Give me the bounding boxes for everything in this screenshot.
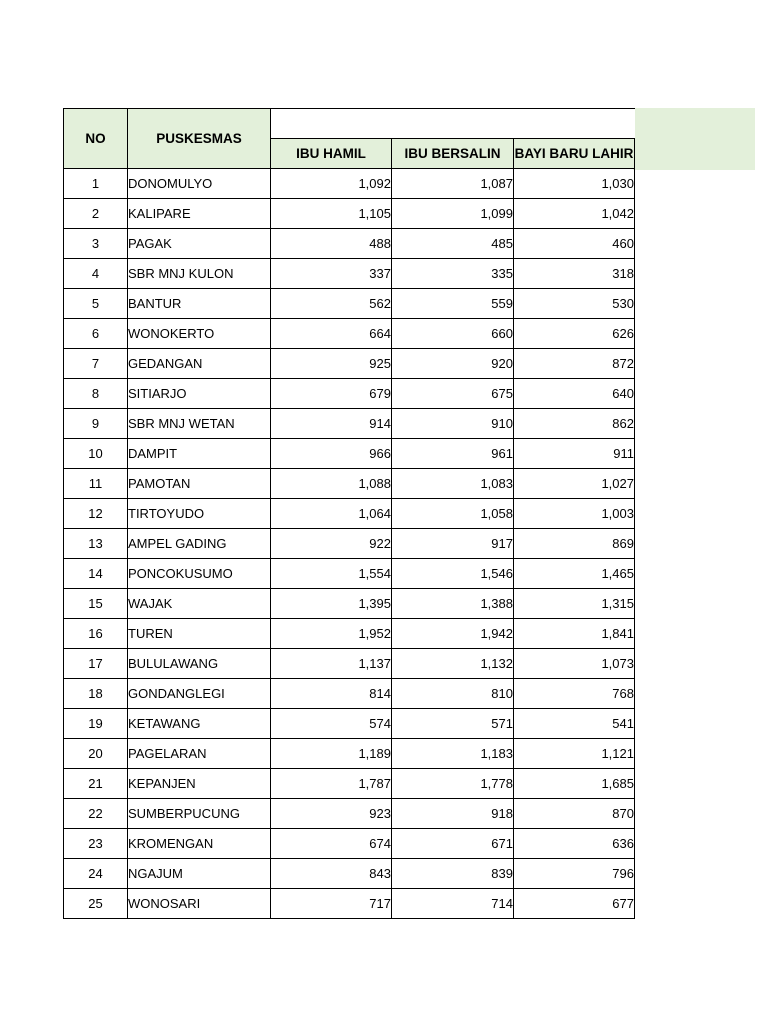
cell-ibu-hamil[interactable]: 664 [271,319,392,349]
cell-puskesmas[interactable]: PAMOTAN [128,469,271,499]
cell-puskesmas[interactable]: PONCOKUSUMO [128,559,271,589]
cell-ibu-bersalin[interactable]: 961 [392,439,514,469]
cell-puskesmas[interactable]: NGAJUM [128,859,271,889]
cell-bayi-baru-lahir[interactable]: 460 [514,229,635,259]
column-header-no[interactable]: NO [64,109,128,169]
table-row [64,739,635,769]
table-row [64,319,635,349]
header-row-top [64,109,635,139]
cell-ibu-hamil[interactable]: 337 [271,259,392,289]
cell-ibu-hamil[interactable]: 1,137 [271,649,392,679]
cell-bayi-baru-lahir[interactable]: 1,030 [514,169,635,199]
table-row [64,619,635,649]
table-row [64,649,635,679]
cell-puskesmas[interactable]: DONOMULYO [128,169,271,199]
cell-ibu-bersalin[interactable]: 1,087 [392,169,514,199]
cell-bayi-baru-lahir[interactable]: 1,315 [514,589,635,619]
table-row [64,709,635,739]
cell-no[interactable]: 16 [64,619,128,649]
table-body [64,169,635,919]
cell-ibu-hamil[interactable]: 679 [271,379,392,409]
cell-no[interactable]: 9 [64,409,128,439]
cell-bayi-baru-lahir[interactable]: 636 [514,829,635,859]
column-group-header[interactable] [271,109,635,139]
cell-ibu-hamil[interactable]: 814 [271,679,392,709]
cell-ibu-bersalin[interactable]: 1,132 [392,649,514,679]
table-row [64,529,635,559]
cell-no[interactable]: 15 [64,589,128,619]
cell-no[interactable]: 11 [64,469,128,499]
cell-no[interactable]: 20 [64,739,128,769]
cell-no[interactable]: 22 [64,799,128,829]
table-row [64,169,635,199]
cell-bayi-baru-lahir[interactable]: 1,073 [514,649,635,679]
cell-no[interactable]: 6 [64,319,128,349]
cell-no[interactable]: 13 [64,529,128,559]
cell-ibu-bersalin[interactable]: 1,183 [392,739,514,769]
cell-puskesmas[interactable]: BULULAWANG [128,649,271,679]
cell-puskesmas[interactable]: GONDANGLEGI [128,679,271,709]
cell-no[interactable]: 14 [64,559,128,589]
cell-bayi-baru-lahir[interactable]: 869 [514,529,635,559]
cell-ibu-bersalin[interactable]: 1,058 [392,499,514,529]
cell-ibu-bersalin[interactable]: 335 [392,259,514,289]
table-row [64,829,635,859]
cell-puskesmas[interactable]: KALIPARE [128,199,271,229]
cell-no[interactable]: 3 [64,229,128,259]
cell-puskesmas[interactable]: KEPANJEN [128,769,271,799]
cell-ibu-hamil[interactable]: 1,554 [271,559,392,589]
cell-bayi-baru-lahir[interactable]: 768 [514,679,635,709]
cell-puskesmas[interactable]: SBR MNJ WETAN [128,409,271,439]
cell-ibu-bersalin[interactable]: 810 [392,679,514,709]
cell-no[interactable]: 24 [64,859,128,889]
table-row [64,589,635,619]
puskesmas-table [63,108,635,919]
cell-puskesmas[interactable]: DAMPIT [128,439,271,469]
table-row [64,289,635,319]
table-header [64,109,635,169]
cell-no[interactable]: 17 [64,649,128,679]
cell-puskesmas[interactable]: TUREN [128,619,271,649]
column-header-puskesmas[interactable]: PUSKESMAS [128,109,271,169]
table-row [64,199,635,229]
column-header-ibu-bersalin[interactable]: IBU BERSALIN [392,139,514,169]
table-row [64,769,635,799]
cell-ibu-hamil[interactable]: 1,189 [271,739,392,769]
cell-no[interactable]: 5 [64,289,128,319]
cell-ibu-hamil[interactable]: 562 [271,289,392,319]
cell-ibu-bersalin[interactable]: 1,942 [392,619,514,649]
cell-ibu-bersalin[interactable]: 714 [392,889,514,919]
cell-puskesmas[interactable]: GEDANGAN [128,349,271,379]
cell-ibu-hamil[interactable]: 1,092 [271,169,392,199]
cell-puskesmas[interactable]: BANTUR [128,289,271,319]
table-row [64,259,635,289]
table-row [64,379,635,409]
cell-ibu-hamil[interactable]: 922 [271,529,392,559]
cell-ibu-hamil[interactable]: 966 [271,439,392,469]
cell-puskesmas[interactable]: KETAWANG [128,709,271,739]
cell-ibu-bersalin[interactable]: 910 [392,409,514,439]
table-row [64,349,635,379]
cell-ibu-hamil[interactable]: 923 [271,799,392,829]
cell-ibu-bersalin[interactable]: 918 [392,799,514,829]
cell-no[interactable]: 19 [64,709,128,739]
table-row [64,409,635,439]
cell-ibu-hamil[interactable]: 925 [271,349,392,379]
cell-no[interactable]: 4 [64,259,128,289]
cell-no[interactable]: 18 [64,679,128,709]
column-header-bayi-baru-lahir[interactable]: BAYI BARU LAHIR [514,139,635,169]
cell-ibu-bersalin[interactable]: 559 [392,289,514,319]
cell-bayi-baru-lahir[interactable]: 1,121 [514,739,635,769]
cell-no[interactable]: 10 [64,439,128,469]
cell-ibu-bersalin[interactable]: 1,546 [392,559,514,589]
cell-ibu-hamil[interactable]: 843 [271,859,392,889]
cell-puskesmas[interactable]: TIRTOYUDO [128,499,271,529]
cell-no[interactable]: 2 [64,199,128,229]
cell-ibu-bersalin[interactable]: 571 [392,709,514,739]
cell-ibu-bersalin[interactable]: 1,099 [392,199,514,229]
table-row [64,229,635,259]
cell-ibu-bersalin[interactable]: 1,083 [392,469,514,499]
cell-bayi-baru-lahir[interactable]: 872 [514,349,635,379]
cell-no[interactable]: 25 [64,889,128,919]
table-row [64,499,635,529]
cell-ibu-hamil[interactable]: 1,105 [271,199,392,229]
column-header-ibu-hamil[interactable]: IBU HAMIL [271,139,392,169]
cell-ibu-bersalin[interactable]: 917 [392,529,514,559]
cell-bayi-baru-lahir[interactable]: 677 [514,889,635,919]
cell-bayi-baru-lahir[interactable]: 1,841 [514,619,635,649]
cell-puskesmas[interactable]: PAGELARAN [128,739,271,769]
cell-puskesmas[interactable]: WAJAK [128,589,271,619]
table-row [64,559,635,589]
cell-ibu-hamil[interactable]: 574 [271,709,392,739]
cell-bayi-baru-lahir[interactable]: 870 [514,799,635,829]
cell-ibu-hamil[interactable]: 717 [271,889,392,919]
cell-bayi-baru-lahir[interactable]: 1,685 [514,769,635,799]
cell-ibu-bersalin[interactable]: 660 [392,319,514,349]
table-row [64,889,635,919]
cell-puskesmas[interactable]: SUMBERPUCUNG [128,799,271,829]
cell-ibu-hamil[interactable]: 1,395 [271,589,392,619]
table-row [64,469,635,499]
cell-ibu-bersalin[interactable]: 920 [392,349,514,379]
cell-ibu-hamil[interactable]: 1,787 [271,769,392,799]
cell-ibu-hamil[interactable]: 1,064 [271,499,392,529]
cell-no[interactable]: 8 [64,379,128,409]
cell-ibu-bersalin[interactable]: 839 [392,859,514,889]
cell-ibu-hamil[interactable]: 488 [271,229,392,259]
cell-ibu-bersalin[interactable]: 1,388 [392,589,514,619]
cell-puskesmas[interactable]: WONOKERTO [128,319,271,349]
cell-bayi-baru-lahir[interactable]: 530 [514,289,635,319]
cell-ibu-bersalin[interactable]: 485 [392,229,514,259]
cell-bayi-baru-lahir[interactable]: 796 [514,859,635,889]
cell-no[interactable]: 23 [64,829,128,859]
cell-bayi-baru-lahir[interactable]: 911 [514,439,635,469]
cell-ibu-hamil[interactable]: 1,952 [271,619,392,649]
header-fill-extension [633,108,755,170]
cell-bayi-baru-lahir[interactable]: 1,042 [514,199,635,229]
cell-bayi-baru-lahir[interactable]: 640 [514,379,635,409]
cell-no[interactable]: 12 [64,499,128,529]
cell-bayi-baru-lahir[interactable]: 1,003 [514,499,635,529]
cell-puskesmas[interactable]: SITIARJO [128,379,271,409]
table-row [64,799,635,829]
table-row [64,439,635,469]
cell-bayi-baru-lahir[interactable]: 862 [514,409,635,439]
table-row [64,859,635,889]
cell-ibu-hamil[interactable]: 674 [271,829,392,859]
cell-puskesmas[interactable]: WONOSARI [128,889,271,919]
cell-puskesmas[interactable]: KROMENGAN [128,829,271,859]
cell-bayi-baru-lahir[interactable]: 626 [514,319,635,349]
cell-puskesmas[interactable]: SBR MNJ KULON [128,259,271,289]
cell-puskesmas[interactable]: PAGAK [128,229,271,259]
cell-bayi-baru-lahir[interactable]: 541 [514,709,635,739]
cell-ibu-bersalin[interactable]: 1,778 [392,769,514,799]
cell-no[interactable]: 1 [64,169,128,199]
cell-ibu-bersalin[interactable]: 671 [392,829,514,859]
cell-ibu-hamil[interactable]: 914 [271,409,392,439]
table-row [64,679,635,709]
cell-ibu-hamil[interactable]: 1,088 [271,469,392,499]
cell-puskesmas[interactable]: AMPEL GADING [128,529,271,559]
cell-no[interactable]: 7 [64,349,128,379]
cell-bayi-baru-lahir[interactable]: 1,027 [514,469,635,499]
cell-ibu-bersalin[interactable]: 675 [392,379,514,409]
cell-no[interactable]: 21 [64,769,128,799]
cell-bayi-baru-lahir[interactable]: 1,465 [514,559,635,589]
cell-bayi-baru-lahir[interactable]: 318 [514,259,635,289]
